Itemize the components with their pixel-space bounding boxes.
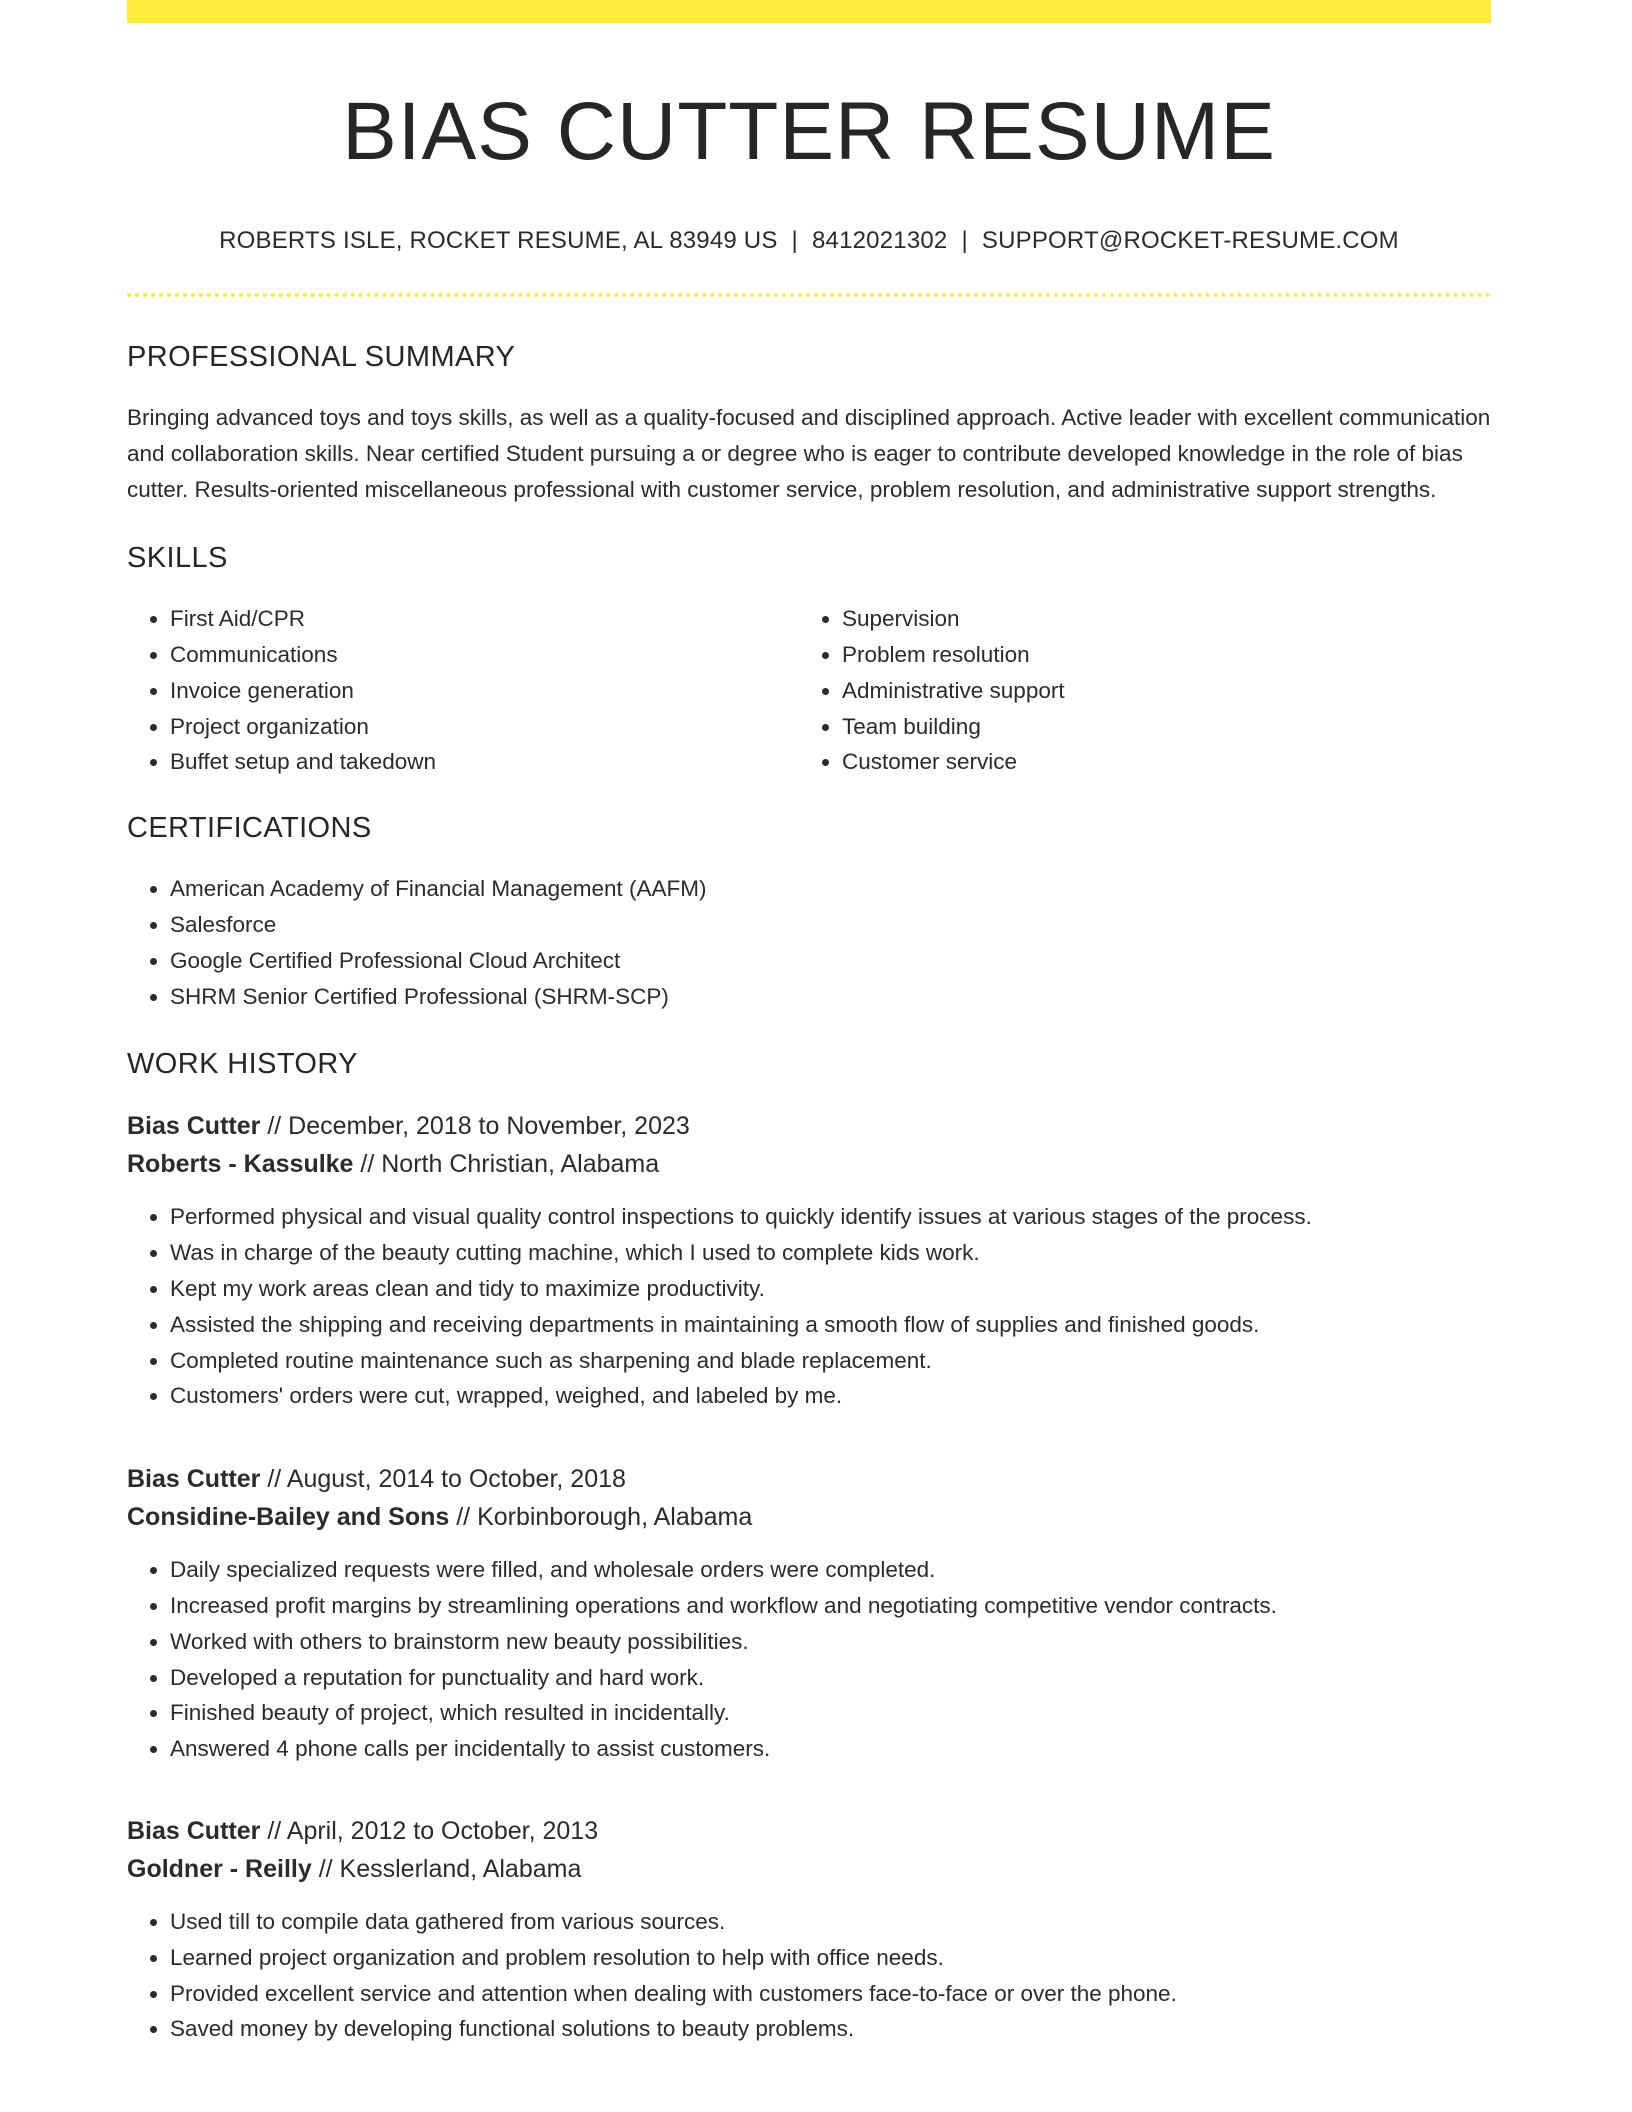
job-duty: • Finished beauty of project, which resulted in incidentally. bbox=[170, 1695, 1491, 1731]
job-duties-list bbox=[127, 1199, 1491, 1414]
skill-item: • Supervision bbox=[842, 601, 1471, 637]
contact-phone: 8412021302 bbox=[811, 227, 948, 255]
certifications-list bbox=[127, 871, 1491, 1014]
skill-item: • Invoice generation bbox=[170, 673, 799, 709]
job-company: Roberts - Kassulke bbox=[127, 1150, 354, 1179]
job-title-line bbox=[127, 1107, 1491, 1145]
skill-item: • Problem resolution bbox=[842, 637, 1471, 673]
contact-separator: | bbox=[961, 227, 968, 255]
skills-section bbox=[127, 542, 1491, 780]
job-dates: // December, 2018 to November, 2023 bbox=[260, 1112, 690, 1141]
certification-item: • SHRM Senior Certified Professional (SHRM-SCP) bbox=[170, 979, 1491, 1015]
skills-heading: SKILLS bbox=[127, 542, 228, 575]
job-company-line bbox=[127, 1145, 1491, 1183]
job-duty: • Assisted the shipping and receiving departments in maintaining a smooth flow of supplies and finished goods. bbox=[170, 1307, 1491, 1343]
summary-text: Bringing advanced toys and toys skills, as well as a quality-focused and disciplined approach. Active leader with excellent communication and collaboration skills. Near certified Student pursuing a or degree who is eager to contribute developed knowledge in the role of bias cutter. Results-oriented miscellaneous professional with customer service, problem resolution, and administrative support strengths. bbox=[127, 405, 1491, 503]
resume-page bbox=[127, 0, 1491, 2047]
job-title-line bbox=[127, 1460, 1491, 1498]
resume-title: BIAS CUTTER RESUME bbox=[342, 86, 1276, 177]
job-title: Bias Cutter bbox=[127, 1817, 261, 1846]
contact-line bbox=[127, 227, 1491, 255]
accent-top-bar bbox=[127, 0, 1491, 23]
job-duty: • Provided excellent service and attention when dealing with customers face-to-face or over the phone. bbox=[170, 1976, 1491, 2012]
job-title: Bias Cutter bbox=[127, 1465, 261, 1494]
job-company: Goldner - Reilly bbox=[127, 1855, 312, 1884]
job-company-line bbox=[127, 1498, 1491, 1536]
job-duties-list bbox=[127, 1552, 1491, 1767]
summary-section bbox=[127, 341, 1491, 508]
job-duty: • Used till to compile data gathered from various sources. bbox=[170, 1904, 1491, 1940]
job-duty: • Was in charge of the beauty cutting machine, which I used to complete kids work. bbox=[170, 1235, 1491, 1271]
contact-email: SUPPORT@ROCKET-RESUME.COM bbox=[981, 227, 1399, 255]
job-duty: • Worked with others to brainstorm new beauty possibilities. bbox=[170, 1624, 1491, 1660]
job-duty: • Developed a reputation for punctuality and hard work. bbox=[170, 1660, 1491, 1696]
skill-item: • Buffet setup and takedown bbox=[170, 744, 799, 780]
skills-column-left bbox=[127, 601, 799, 780]
skills-grid bbox=[127, 601, 1491, 780]
job-title-line bbox=[127, 1812, 1491, 1850]
work-history-section bbox=[127, 1048, 1491, 2047]
job-entry bbox=[127, 1460, 1491, 1767]
job-duty: • Completed routine maintenance such as sharpening and blade replacement. bbox=[170, 1343, 1491, 1379]
skill-item: • Communications bbox=[170, 637, 799, 673]
certifications-heading: CERTIFICATIONS bbox=[127, 812, 372, 845]
skills-column-right bbox=[799, 601, 1471, 780]
job-location: // Kesslerland, Alabama bbox=[311, 1855, 582, 1884]
job-company: Considine-Bailey and Sons bbox=[127, 1503, 450, 1532]
job-dates: // August, 2014 to October, 2018 bbox=[260, 1465, 626, 1494]
skills-list-right bbox=[799, 601, 1471, 780]
job-duty: • Answered 4 phone calls per incidentally to assist customers. bbox=[170, 1731, 1491, 1767]
skill-item: • Project organization bbox=[170, 709, 799, 745]
job-duty: • Customers' orders were cut, wrapped, weighed, and labeled by me. bbox=[170, 1378, 1491, 1414]
certification-item: • American Academy of Financial Management (AAFM) bbox=[170, 871, 1491, 907]
work-history-heading: WORK HISTORY bbox=[127, 1048, 358, 1081]
skill-item: • Administrative support bbox=[842, 673, 1471, 709]
job-duty: • Learned project organization and problem resolution to help with office needs. bbox=[170, 1940, 1491, 1976]
job-duty: • Daily specialized requests were filled, and wholesale orders were completed. bbox=[170, 1552, 1491, 1588]
contact-address: ROBERTS ISLE, ROCKET RESUME, AL 83949 US bbox=[219, 227, 778, 255]
job-duty: • Kept my work areas clean and tidy to maximize productivity. bbox=[170, 1271, 1491, 1307]
job-location: // Korbinborough, Alabama bbox=[449, 1503, 753, 1532]
job-duty: • Increased profit margins by streamlining operations and workflow and negotiating competitive vendor contracts. bbox=[170, 1588, 1491, 1624]
certification-item: • Google Certified Professional Cloud Architect bbox=[170, 943, 1491, 979]
job-entry bbox=[127, 1812, 1491, 2047]
job-dates: // April, 2012 to October, 2013 bbox=[260, 1817, 599, 1846]
contact-separator: | bbox=[791, 227, 798, 255]
job-location: // North Christian, Alabama bbox=[353, 1150, 660, 1179]
summary-heading: PROFESSIONAL SUMMARY bbox=[127, 341, 516, 374]
dotted-divider bbox=[127, 293, 1491, 297]
skill-item: • Team building bbox=[842, 709, 1471, 745]
job-title: Bias Cutter bbox=[127, 1112, 261, 1141]
job-duty: • Saved money by developing functional solutions to beauty problems. bbox=[170, 2011, 1491, 2047]
certifications-section bbox=[127, 812, 1491, 1014]
job-company-line bbox=[127, 1850, 1491, 1888]
certification-item: • Salesforce bbox=[170, 907, 1491, 943]
job-duty: • Performed physical and visual quality control inspections to quickly identify issues at various stages of the process. bbox=[170, 1199, 1491, 1235]
skill-item: • Customer service bbox=[842, 744, 1471, 780]
skill-item: • First Aid/CPR bbox=[170, 601, 799, 637]
job-duties-list bbox=[127, 1904, 1491, 2047]
job-entry bbox=[127, 1107, 1491, 1414]
skills-list-left bbox=[127, 601, 799, 780]
